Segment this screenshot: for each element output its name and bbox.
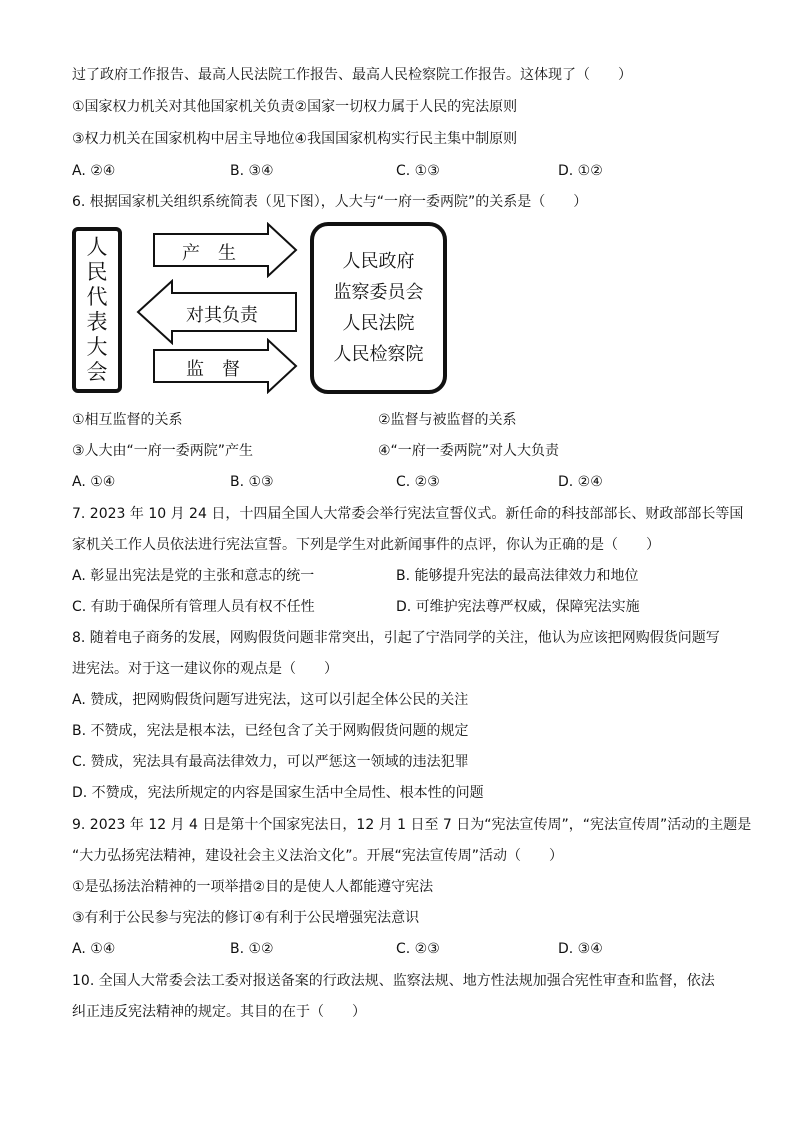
q5-option-d[interactable]: D. ①②: [558, 163, 603, 179]
diagram-arrow-responsible: [136, 279, 298, 345]
q9-statement-3-4: ③有利于公民参与宪法的修订④有利于公民增强宪法意识: [72, 910, 420, 926]
diagram-arrow-produce-label: 产 生: [182, 243, 236, 264]
q6-statement-1: ①相互监督的关系: [72, 412, 183, 428]
q7-option-b[interactable]: B. 能够提升宪法的最高法律效力和地位: [396, 568, 639, 584]
q6-statement-3: ③人大由“一府一委两院”产生: [72, 443, 254, 459]
q9-option-c[interactable]: C. ②③: [396, 941, 440, 957]
q9-stem-line2: “大力弘扬宪法精神，建设社会主义法治文化”。开展“宪法宣传周”活动（ ）: [72, 848, 564, 864]
diagram-court: 人民法院: [342, 313, 415, 334]
q5-statement-3-4: ③权力机关在国家机构中居主导地位④我国国家机构实行民主集中制原则: [72, 131, 518, 147]
diagram-arrow-supervise-label: 监 督: [186, 359, 240, 380]
q7-option-d[interactable]: D. 可维护宪法尊严权威，保障宪法实施: [396, 599, 640, 615]
q8-option-a[interactable]: A. 赞成，把网购假货问题写进宪法，这可以引起全体公民的关注: [72, 692, 469, 708]
diagram-npc-box: [72, 227, 122, 393]
organization-diagram: [72, 222, 452, 402]
q9-option-b[interactable]: B. ①②: [230, 941, 274, 957]
q6-statement-2: ②监督与被监督的关系: [378, 412, 517, 428]
diagram-procuratorate: 人民检察院: [333, 344, 424, 365]
q6-option-c[interactable]: C. ②③: [396, 474, 440, 490]
q10-stem-line1: 10. 全国人大常委会法工委对报送备案的行政法规、监察法规、地方性法规加强合宪性审查和监督，依法: [72, 973, 715, 989]
q6-statement-4: ④“一府一委两院”对人大负责: [378, 443, 560, 459]
diagram-state-organs-box: [310, 222, 447, 394]
q5-option-a[interactable]: A. ②④: [72, 163, 116, 179]
diagram-government: 人民政府: [342, 251, 415, 272]
q8-option-d[interactable]: D. 不赞成，宪法所规定的内容是国家生活中全局性、根本性的问题: [72, 785, 484, 801]
q8-option-c[interactable]: C. 赞成，宪法具有最高法律效力，可以严惩这一领域的违法犯罪: [72, 754, 469, 770]
q9-option-a[interactable]: A. ①④: [72, 941, 116, 957]
q7-option-a[interactable]: A. 彰显出宪法是党的主张和意志的统一: [72, 568, 315, 584]
q10-stem-line2: 纠正违反宪法精神的规定。其目的在于（ ）: [72, 1004, 366, 1020]
q9-option-d[interactable]: D. ③④: [558, 941, 603, 957]
diagram-arrow-responsible-label: 对其负责: [186, 305, 258, 326]
q5-option-c[interactable]: C. ①③: [396, 163, 440, 179]
q7-stem-line1: 7. 2023 年 10 月 24 日，十四届全国人大常委会举行宪法宣誓仪式。新任命的科技部部长、财政部部长等国: [72, 506, 744, 522]
diagram-arrow-produce: [152, 222, 298, 278]
q8-option-b[interactable]: B. 不赞成，宪法是根本法，已经包含了关于网购假货问题的规定: [72, 723, 469, 739]
q6-option-d[interactable]: D. ②④: [558, 474, 603, 490]
diagram-arrow-supervise: [152, 338, 298, 394]
diagram-npc-label: 人民代表大会: [86, 235, 108, 384]
q8-stem-line1: 8. 随着电子商务的发展，网购假货问题非常突出，引起了宁浩同学的关注，他认为应该把网购假货问题写: [72, 630, 720, 646]
q8-stem-line2: 进宪法。对于这一建议你的观点是（ ）: [72, 661, 338, 677]
q9-stem-line1: 9. 2023 年 12 月 4 日是第十个国家宪法日，12 月 1 日至 7 日为“宪法宣传周”，“宪法宣传周”活动的主题是: [72, 817, 752, 833]
q5-option-b[interactable]: B. ③④: [230, 163, 274, 179]
q7-option-c[interactable]: C. 有助于确保所有管理人员有权不任性: [72, 599, 315, 615]
diagram-supervisory-commission: 监察委员会: [333, 282, 424, 303]
q6-stem: 6. 根据国家机关组织系统简表（见下图），人大与“一府一委两院”的关系是（ ）: [72, 194, 588, 210]
q6-option-a[interactable]: A. ①④: [72, 474, 116, 490]
q9-statement-1-2: ①是弘扬法治精神的一项举措②目的是使人人都能遵守宪法: [72, 879, 434, 895]
q7-stem-line2: 家机关工作人员依法进行宪法宣誓。下列是学生对此新闻事件的点评，你认为正确的是（ ）: [72, 537, 660, 553]
q5-statement-1-2: ①国家权力机关对其他国家机关负责②国家一切权力属于人民的宪法原则: [72, 99, 518, 115]
q5-stem-end: 过了政府工作报告、最高人民法院工作报告、最高人民检察院工作报告。这体现了（ ）: [72, 67, 632, 83]
q6-option-b[interactable]: B. ①③: [230, 474, 274, 490]
